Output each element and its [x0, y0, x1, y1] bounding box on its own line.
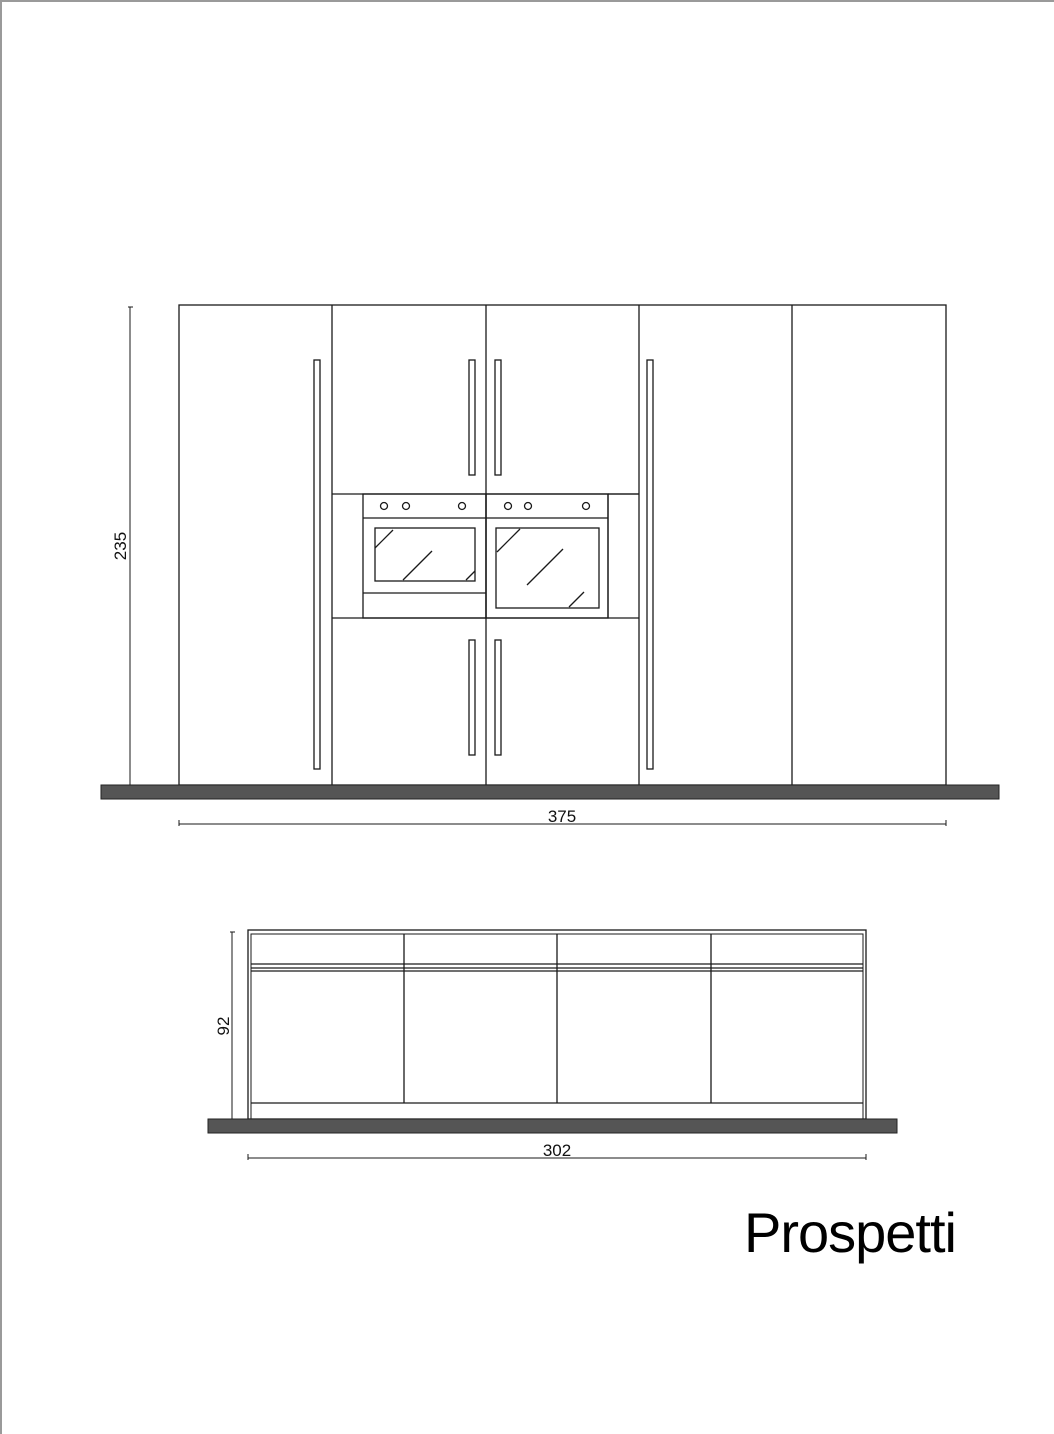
oven-knob-icon — [505, 503, 512, 510]
oven-knob-icon — [459, 503, 466, 510]
oven-window — [375, 528, 475, 581]
base-width-label: 302 — [542, 1141, 572, 1160]
door-handle — [469, 360, 475, 475]
oven-left — [363, 494, 486, 618]
door-handle — [495, 640, 501, 755]
tall-width-label: 375 — [547, 807, 577, 826]
oven-knob-icon — [381, 503, 388, 510]
oven-knob-icon — [403, 503, 410, 510]
tall-units-plinth — [101, 785, 999, 799]
oven-window — [496, 528, 599, 608]
base-units-elevation — [248, 930, 866, 1119]
door-handle — [314, 360, 320, 769]
oven-knob-icon — [583, 503, 590, 510]
drawing-title: Prospetti — [744, 1201, 956, 1264]
tall-units-elevation — [179, 305, 946, 785]
base-units-plinth — [208, 1119, 897, 1133]
door-handle — [647, 360, 653, 769]
tall-cabinet-outline — [179, 305, 946, 785]
base-height-label: 92 — [214, 1016, 233, 1036]
door-handle — [495, 360, 501, 475]
oven-right — [486, 494, 639, 618]
door-handle — [469, 640, 475, 755]
tall-height-label: 235 — [111, 531, 130, 561]
oven-knob-icon — [525, 503, 532, 510]
